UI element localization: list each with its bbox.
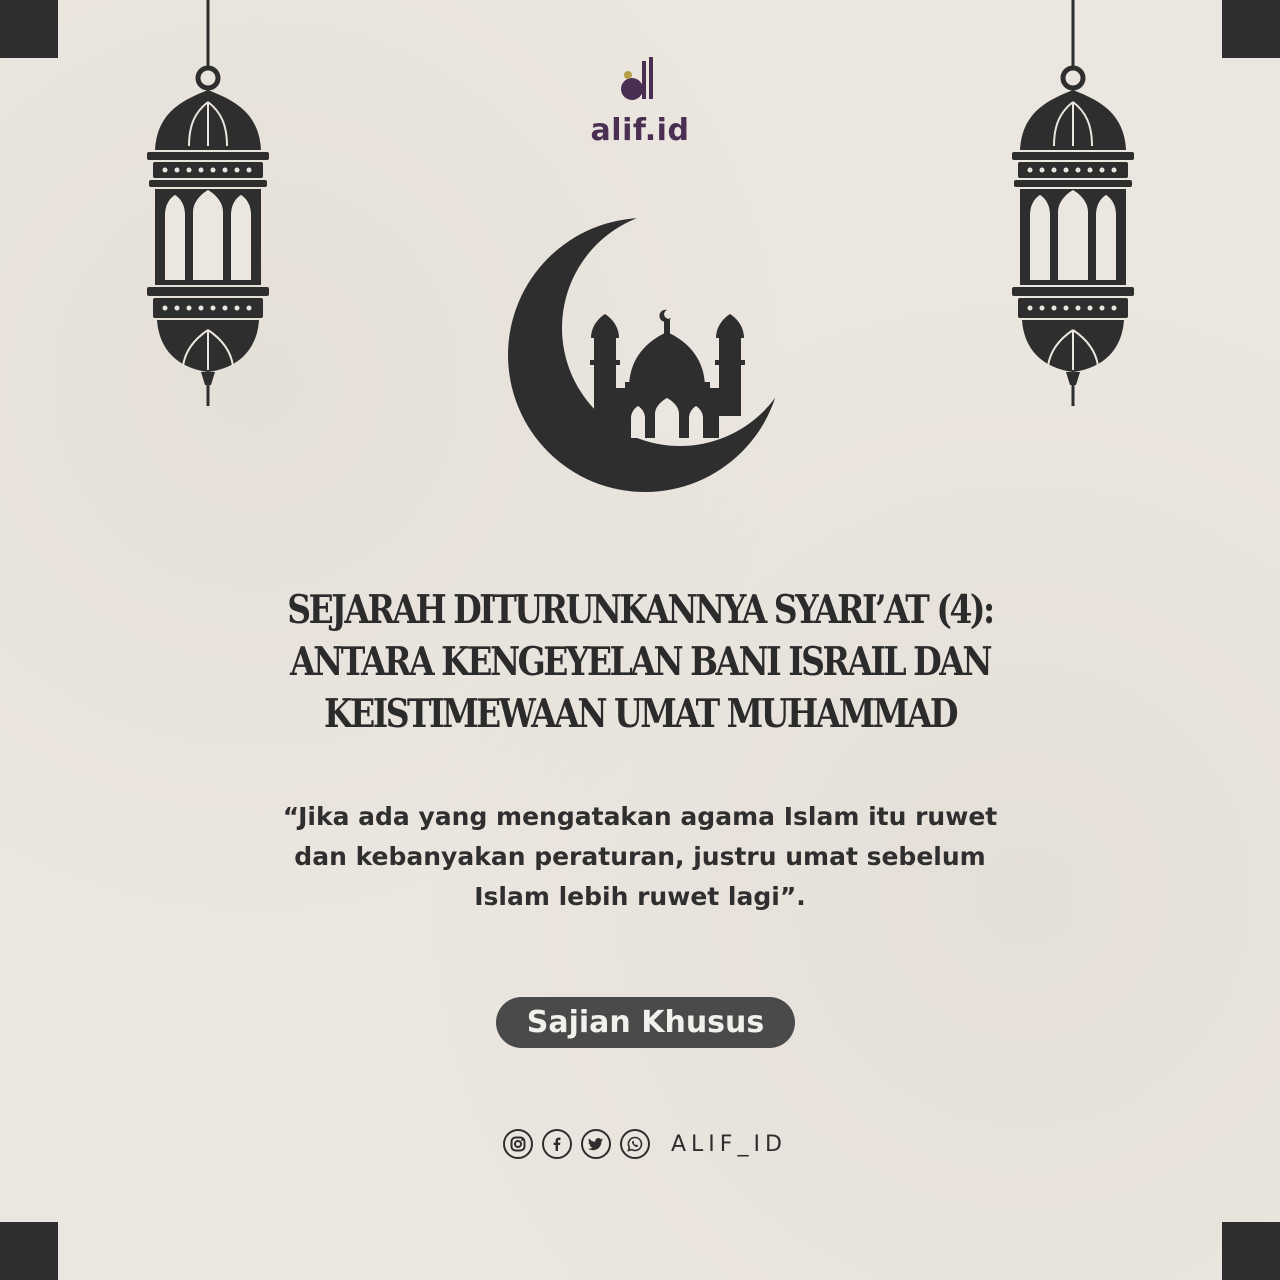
facebook-icon[interactable] [542, 1129, 572, 1159]
social-handle: ALIF_ID [671, 1131, 787, 1157]
instagram-icon[interactable] [503, 1129, 533, 1159]
quote-text [240, 797, 1040, 917]
hanging-lantern-icon [143, 0, 273, 410]
corner-block-top-left [0, 0, 58, 58]
quote-line: Islam lebih ruwet lagi”. [474, 882, 806, 911]
title-line: ANTARA KENGEYELAN BANI ISRAIL DAN [289, 638, 991, 685]
brand-logo [565, 55, 715, 148]
social-footer [503, 1126, 787, 1162]
corner-block-bottom-right [1222, 1222, 1280, 1280]
quote-line: dan kebanyakan peraturan, justru umat sebelum [294, 842, 986, 871]
hanging-lantern-icon [1008, 0, 1138, 410]
corner-block-bottom-left [0, 1222, 58, 1280]
article-title [200, 584, 1080, 740]
logo-text: alif.id [590, 113, 690, 148]
alif-logo-icon [615, 55, 665, 105]
title-line: KEISTIMEWAAN UMAT MUHAMMAD [323, 690, 957, 737]
quote-line: “Jika ada yang mengatakan agama Islam itu ruwet [282, 802, 998, 831]
twitter-icon[interactable] [581, 1129, 611, 1159]
crescent-mosque-icon [505, 210, 775, 500]
corner-block-top-right [1222, 0, 1280, 58]
category-badge: Sajian Khusus [496, 997, 795, 1048]
whatsapp-icon[interactable] [620, 1129, 650, 1159]
title-line: SEJARAH DITURUNKANNYA SYARI’AT (4): [287, 586, 993, 633]
